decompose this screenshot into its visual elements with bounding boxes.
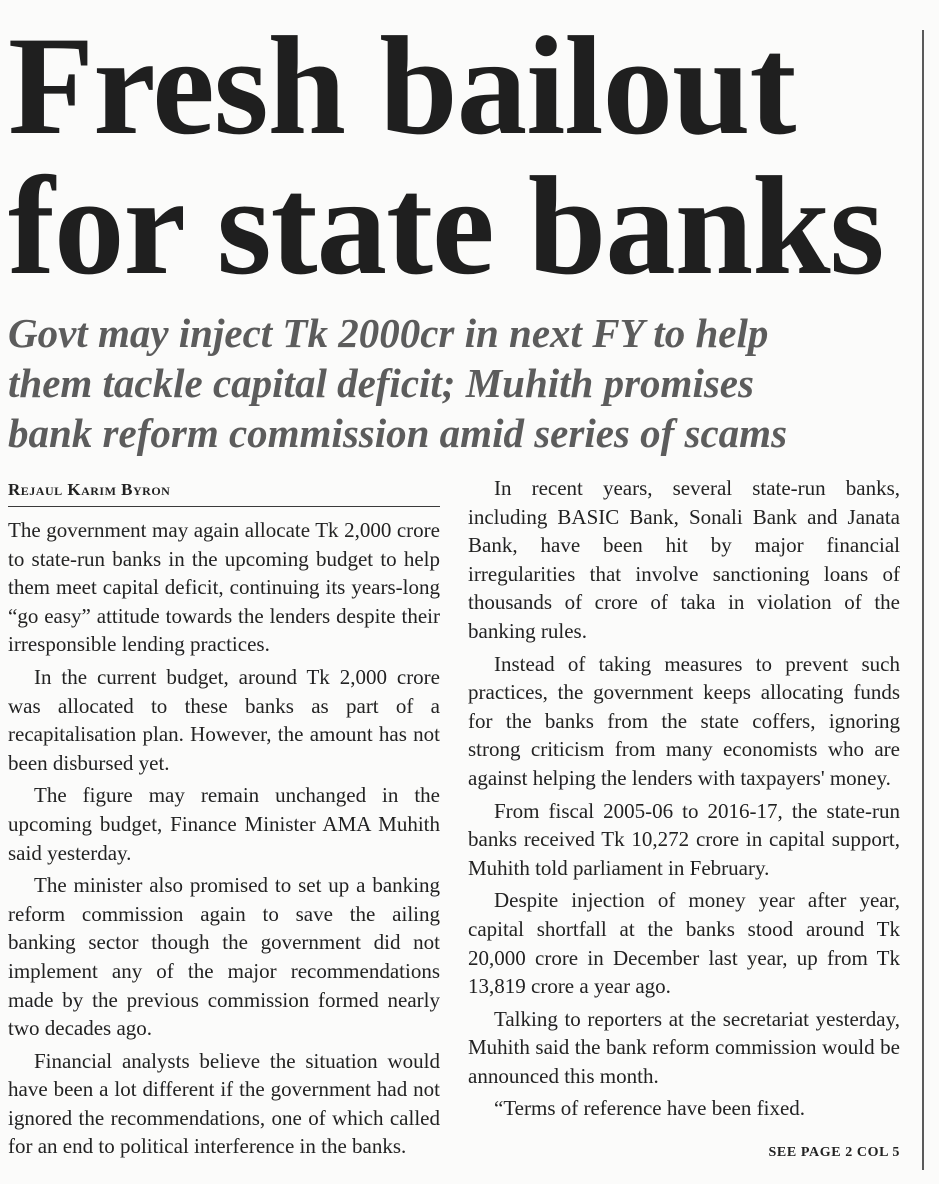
column-rule [922, 30, 924, 1170]
continued-on-page: SEE PAGE 2 COL 5 [768, 1145, 900, 1160]
paragraph: The figure may remain unchanged in the upcoming budget, Finance Minister AMA Muhith said yesterday. [8, 783, 440, 865]
headline-line-2: for state banks [8, 148, 884, 304]
paragraph: Instead of taking measures to prevent such practices, the government keeps allocating funds for the banks from the state coffers, ignoring strong criticism from many economists who are against helping the lenders with taxpayers' money. [468, 651, 900, 790]
paragraph: Despite injection of money year after year, capital shortfall at the banks stood around Tk 20,000 crore in December last year, up from Tk 13,819 crore a year ago. [468, 888, 900, 999]
headline-line-1: Fresh bailout [8, 8, 796, 164]
paragraph: “Terms of reference have been fixed. [494, 1096, 806, 1121]
paragraph: Talking to reporters at the secretariat yesterday, Muhith said the bank reform commission would be announced this month. [468, 1006, 900, 1088]
subheadline [8, 308, 913, 458]
paragraph: From fiscal 2005-06 to 2016-17, the state-run banks received Tk 10,272 crore in capital support, Muhith told parliament in February. [468, 798, 900, 880]
subheadline-line-1: Govt may inject Tk 2000cr in next FY to help [8, 310, 769, 356]
subheadline-line-2: them tackle capital deficit; Muhith promises [8, 360, 754, 406]
headline [8, 8, 908, 304]
byline: Rejaul Karim Byron [8, 480, 440, 507]
paragraph: Financial analysts believe the situation would have been a lot different if the government had not ignored the recommendations, one of which called for an end to political interference in the banks. [8, 1048, 440, 1159]
paragraph: The minister also promised to set up a banking reform commission again to save the ailing banking sector though the government did not implement any of the major recommendations made by the previous commission formed nearly two decades ago. [8, 873, 440, 1041]
article-column-left [8, 516, 440, 1165]
article-column-right [468, 474, 900, 1127]
paragraph: The government may again allocate Tk 2,000 crore to state-run banks in the upcoming budget to help them meet capital deficit, continuing its years-long “go easy” attitude towards the lenders despite their irresponsible lending practices. [8, 518, 440, 657]
paragraph: In the current budget, around Tk 2,000 crore was allocated to these banks as part of a recapitalisation plan. However, the amount has not been disbursed yet. [8, 664, 440, 775]
subheadline-line-3: bank reform commission amid series of scams [8, 410, 788, 456]
paragraph: In recent years, several state-run banks, including BASIC Bank, Sonali Bank and Janata Bank, have been hit by major financial irregularities that involve sanctioning loans of thousands of crore of taka in violation of the banking rules. [468, 476, 900, 643]
